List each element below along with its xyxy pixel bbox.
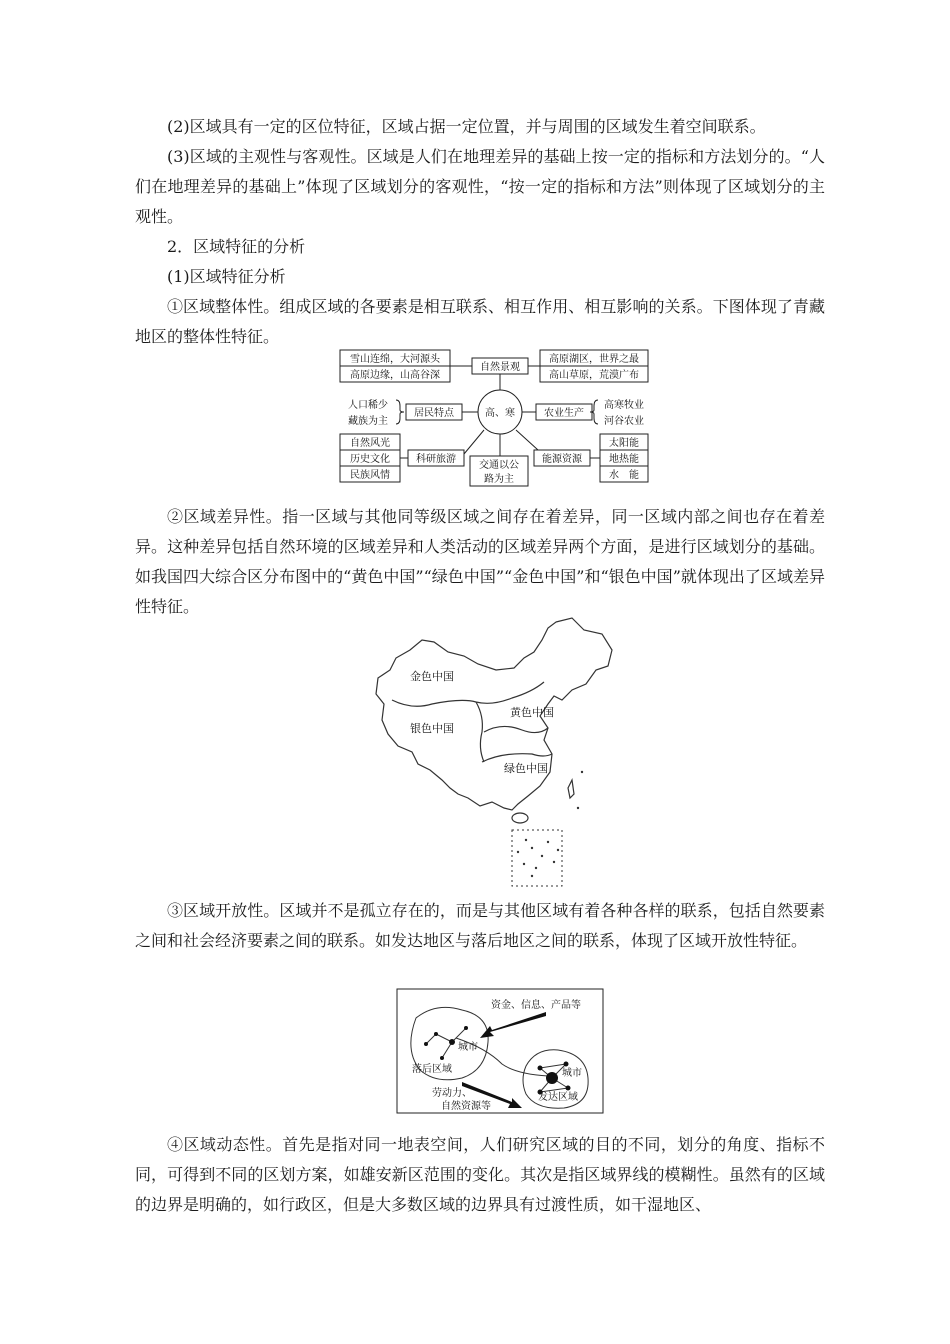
label-city-left: 城市 (458, 1042, 478, 1053)
label-snow-mountains: 雪山连绵，大河源头 (350, 354, 440, 365)
label-resident-features: 居民特点 (414, 408, 454, 419)
section-heading-2: 2．区域特征的分析 (167, 237, 306, 256)
label-natural-landscape: 自然景观 (480, 362, 520, 373)
paragraph-subjectivity: (3)区域的主观性与客观性。区域是人们在地理差异的基础上按一定的指标和方法划分的。“人们在地理差异的基础上”体现了区域划分的客观性，“按一定的指标和方法”则体现了区域划分的主观性。 (135, 147, 825, 226)
label-energy-resources: 能源资源 (542, 454, 582, 465)
subsection-heading: (1)区域特征分析 (167, 267, 286, 286)
label-transport-line1: 交通以公 (479, 460, 519, 471)
region-linkage-diagram (396, 988, 604, 1114)
paragraph-dynamics: ④区域动态性。首先是指对同一地表空间，人们研究区域的目的不同，划分的角度、指标不同，可得到不同的区划方案，如雄安新区范围的变化。其次是指区域界线的模糊性。虽然有的区域的边界是明确的，如行政区，但是大多数区域的边界具有过渡性质，如干湿地区、 (135, 1135, 825, 1214)
label-silver-china: 银色中国 (410, 722, 454, 735)
label-sparse-population: 人口稀少 (348, 400, 388, 411)
label-developed-region: 发达区域 (538, 1092, 578, 1103)
label-history-culture: 历史文化 (350, 454, 390, 465)
label-tibetan-majority: 藏族为主 (348, 416, 388, 427)
label-solar: 太阳能 (609, 438, 639, 449)
label-plateau-lakes: 高原湖区，世界之最 (549, 354, 639, 365)
paragraph-location: (2)区域具有一定的区位特征，区域占据一定位置，并与周围的区域发生着空间联系。 (167, 117, 766, 136)
label-green-china: 绿色中国 (504, 762, 548, 775)
label-gold-china: 金色中国 (410, 670, 454, 683)
label-hydro: 水 能 (609, 470, 639, 481)
label-alpine-herding: 高寒牧业 (604, 400, 644, 411)
label-ethnic-customs: 民族风情 (350, 470, 390, 481)
label-capital-info-products: 资金、信息、产品等 (491, 1000, 581, 1011)
paragraph-integrity: ①区域整体性。组成区域的各要素是相互联系、相互作用、相互影响的关系。下图体现了青藏地区的整体性特征。 (135, 297, 825, 346)
paragraph-difference: ②区域差异性。指一区域与其他同等级区域之间存在着差异，同一区域内部之间也存在着差异。这种差异包括自然环境的区域差异和人类活动的区域差异两个方面，是进行区域划分的基础。如我国四大综合区分布图中的“黄色中国”“绿色中国”“金色中国”和“银色中国”就体现出了区域差异性特征。 (135, 507, 825, 616)
label-geothermal: 地热能 (609, 454, 639, 465)
label-yellow-china: 黄色中国 (510, 706, 554, 719)
label-agriculture: 农业生产 (544, 408, 584, 419)
label-natural-resources: 自然资源等 (441, 1101, 491, 1112)
qinghai-tibet-diagram (338, 348, 650, 490)
label-research-tourism: 科研旅游 (416, 454, 456, 465)
label-high-cold: 高、寒 (485, 408, 515, 419)
label-backward-region: 落后区域 (412, 1064, 452, 1075)
label-labor: 劳动力、 (432, 1088, 472, 1099)
china-regions-map (372, 612, 620, 890)
arrow-to-backward-icon (480, 1012, 546, 1038)
label-alpine-grassland: 高山草原，荒漠广布 (549, 370, 639, 381)
label-valley-farming: 河谷农业 (604, 416, 644, 427)
label-city-right: 城市 (562, 1068, 582, 1079)
label-transport-line2: 路为主 (484, 474, 514, 485)
label-natural-scenery: 自然风光 (350, 438, 390, 449)
label-plateau-edge: 高原边缘，山高谷深 (350, 370, 440, 381)
paragraph-openness: ③区域开放性。区域并不是孤立存在的，而是与其他区域有着各种各样的联系，包括自然要素之间和社会经济要素之间的联系。如发达地区与落后地区之间的联系，体现了区域开放性特征。 (135, 901, 825, 950)
